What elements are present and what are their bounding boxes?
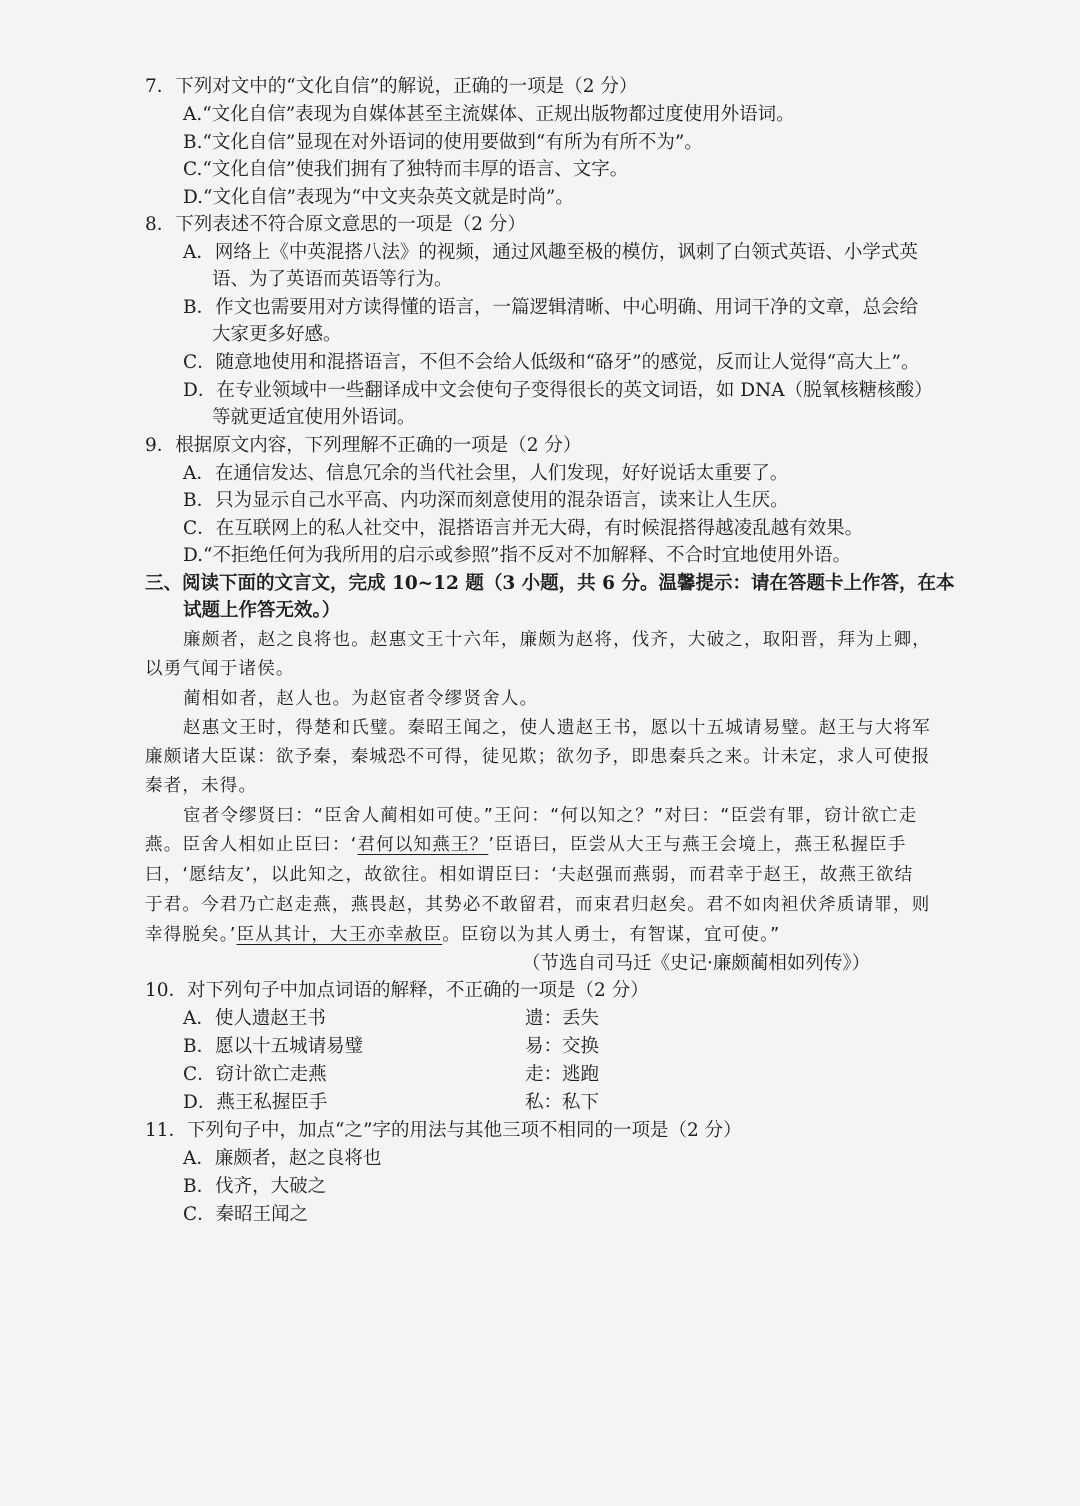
q9-option-d: D.“不拒绝任何为我所用的启示或参照”指不反对不加解释、不合时宜地使用外语。: [183, 545, 851, 566]
q10-option-a: A．使人遗赵王书: [183, 1008, 326, 1029]
q10-option-b: B．愿以十五城请易璧: [183, 1036, 364, 1057]
q7-option-a: A.“文化自信”表现为自媒体甚至主流媒体、正规出版物都过度使用外语词。: [183, 104, 795, 125]
passage-p4-line3: 曰，‘愿结友’，以此知之，故欲往。相如谓臣曰：‘夫赵强而燕弱，而君幸于赵王，故燕王欲结: [145, 865, 914, 885]
section3-heading: 三、阅读下面的文言文，完成 10~12 题（3 小题，共 6 分。温馨提示：请在答题卡上作答，在本: [145, 573, 955, 594]
q8-option-d-cont: 等就更适宜使用外语词。: [212, 407, 416, 428]
q9-option-a: A．在通信发达、信息冗余的当代社会里，人们发现，好好说话太重要了。: [183, 463, 789, 484]
passage-source: （节选自司马迁《史记·廉颇蔺相如列传》）: [522, 953, 871, 974]
q10-option-c: C．窃计欲亡走燕: [183, 1064, 327, 1085]
q11-option-a: A．廉颇者，赵之良将也: [183, 1148, 382, 1169]
q8-option-b-cont: 大家更多好感。: [212, 324, 342, 345]
q10-option-a-explanation: 遗：丢失: [525, 1008, 600, 1029]
section3-heading-cont: 试题上作答无效。）: [183, 600, 341, 621]
passage-p4-line5-post: 。臣窃以为其人勇士，有智谋，宜可使。”: [442, 925, 781, 945]
q10-option-c-explanation: 走：逃跑: [525, 1064, 600, 1085]
passage-p4-line4: 于君。今君乃亡赵走燕，燕畏赵，其势必不敢留君，而束君归赵矣。君不如肉袒伏斧质请罪，则: [145, 895, 931, 915]
q8-option-b: B．作文也需要用对方读得懂的语言，一篇逻辑清晰、中心明确、用词干净的文章，总会给: [183, 297, 919, 318]
q11-option-c: C．秦昭王闻之: [183, 1204, 309, 1225]
q11-option-b: B．伐齐，大破之: [183, 1176, 327, 1197]
q7-stem: 7．下列对文中的“文化自信”的解说，正确的一项是（2 分）: [145, 76, 638, 97]
q11-stem: 11．下列句子中，加点“之”字的用法与其他三项不相同的一项是（2 分）: [145, 1120, 742, 1141]
q10-option-d: D．燕王私握臣手: [183, 1092, 328, 1113]
passage-p2: 蔺相如者，赵人也。为赵宦者令缪贤舍人。: [183, 689, 539, 709]
underlined-sentence-1: 君何以知燕王？: [357, 835, 489, 855]
q8-option-a-cont: 语、为了英语而英语等行为。: [212, 269, 453, 290]
q10-option-b-explanation: 易：交换: [525, 1036, 600, 1057]
passage-p4-line2: [145, 831, 907, 859]
q10-option-d-explanation: 私：私下: [525, 1092, 600, 1113]
passage-p4-line2-post: ’臣语曰，臣尝从大王与燕王会境上，燕王私握臣手: [488, 835, 907, 855]
underlined-sentence-2: 臣从其计，大王亦幸赦臣: [236, 925, 443, 945]
passage-p1: 廉颇者，赵之良将也。赵惠文王十六年，廉颇为赵将，伐齐，大破之，取阳晋，拜为上卿，: [183, 630, 931, 650]
q7-option-d: D.“文化自信”表现为“中文夹杂英文就是时尚”。: [183, 187, 574, 208]
q8-option-a: A．网络上《中英混搭八法》的视频，通过风趣至极的模仿，讽刺了白领式英语、小学式英: [183, 242, 918, 263]
passage-p4: 宦者令缪贤曰：“臣舍人蔺相如可使。”王问：“何以知之？”对曰：“臣尝有罪，窃计欲亡走: [183, 806, 918, 826]
passage-p4-line5-pre: 幸得脱矣。’: [145, 925, 237, 945]
passage-p4-line2-pre: 燕。臣舍人相如止臣曰：‘: [145, 835, 358, 855]
q9-stem: 9．根据原文内容，下列理解不正确的一项是（2 分）: [145, 435, 582, 456]
q9-option-b: B．只为显示自己水平高、内功深而刻意使用的混杂语言，读来让人生厌。: [183, 490, 789, 511]
q7-option-b: B.“文化自信”显现在对外语词的使用要做到“有所为有所不为”。: [183, 132, 703, 153]
q8-stem: 8．下列表述不符合原文意思的一项是（2 分）: [145, 214, 526, 235]
q9-option-c: C．在互联网上的私人社交中，混搭语言并无大碍，有时候混搭得越凌乱越有效果。: [183, 518, 864, 539]
q8-option-d: D．在专业领域中一些翻译成中文会使句子变得很长的英文词语，如 DNA（脱氧核糖核酸）: [183, 380, 933, 401]
passage-p4-line5: [145, 921, 780, 949]
passage-p3-cont2: 秦者，未得。: [145, 776, 258, 796]
passage-p3: 赵惠文王时，得楚和氏璧。秦昭王闻之，使人遗赵王书，愿以十五城请易璧。赵王与大将军: [183, 718, 931, 738]
passage-p3-cont1: 廉颇诸大臣谋：欲予秦，秦城恐不可得，徒见欺；欲勿予，即患秦兵之来。计未定，求人可使报: [145, 747, 931, 767]
passage-p1-cont: 以勇气闻于诸侯。: [145, 659, 295, 679]
q7-option-c: C.“文化自信”使我们拥有了独特而丰厚的语言、文字。: [183, 159, 629, 180]
q8-option-c: C．随意地使用和混搭语言，不但不会给人低级和“硌牙”的感觉，反而让人觉得“高大上”。: [183, 352, 920, 373]
q10-stem: 10．对下列句子中加点词语的解释，不正确的一项是（2 分）: [145, 980, 649, 1001]
